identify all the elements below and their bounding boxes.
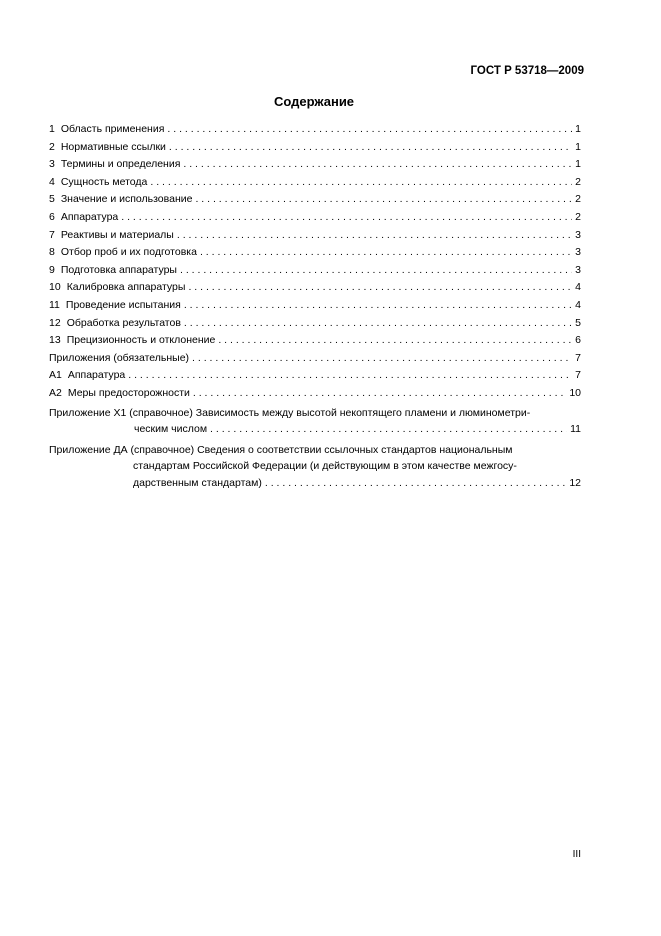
toc-entry-page: 11 bbox=[570, 423, 581, 435]
dot-leader bbox=[180, 262, 572, 280]
toc-entry-appendices[interactable] bbox=[49, 350, 581, 368]
toc-title: Содержание bbox=[273, 94, 355, 109]
toc-entry-title: Сущность метода bbox=[60, 175, 148, 188]
toc-entry-page: 4 bbox=[575, 281, 581, 294]
toc-entry-12[interactable] bbox=[49, 315, 581, 333]
toc-entry-page: 7 bbox=[575, 351, 581, 364]
toc-entry-13[interactable] bbox=[49, 332, 581, 350]
toc-entry-title-line1: Приложение Х1 (справочное) Зависимость между высотой некоптящего пламени и люминометри- bbox=[49, 406, 531, 419]
dot-leader bbox=[188, 279, 572, 297]
toc-entry-number: 5 bbox=[49, 193, 55, 206]
toc-entry-10[interactable] bbox=[49, 279, 581, 297]
toc-entry-page: 3 bbox=[575, 228, 581, 241]
toc-entry-1[interactable] bbox=[49, 121, 581, 139]
toc-entry-number: 7 bbox=[49, 228, 55, 241]
toc-entry-title: Подготовка аппаратуры bbox=[60, 263, 177, 276]
toc-entry-title: Нормативные ссылки bbox=[60, 140, 166, 153]
toc-entry-number: 1 bbox=[49, 123, 55, 135]
dot-leader bbox=[265, 475, 566, 492]
toc-entry-3[interactable] bbox=[49, 156, 581, 174]
toc-entry-title-line3: дарственным стандартам) bbox=[133, 476, 262, 489]
toc-entry-a1[interactable] bbox=[49, 367, 581, 385]
toc-entry-number: 12 bbox=[49, 316, 61, 329]
toc-entry-number: 10 bbox=[49, 281, 61, 294]
toc-entry-number: 13 bbox=[49, 334, 61, 347]
toc-entry-title: Значение и использование bbox=[60, 193, 193, 206]
toc-entry-title: Реактивы и материалы bbox=[60, 228, 174, 241]
dot-leader bbox=[183, 156, 572, 174]
toc-entry-title-line1: Приложение ДА (справочное) Сведения о соответствии ссылочных стандартов национальным bbox=[49, 443, 513, 456]
dot-leader bbox=[150, 174, 572, 192]
toc-entry-title: Область применения bbox=[60, 123, 165, 135]
toc-entry-page: 1 bbox=[575, 158, 581, 171]
toc-entry-number: 9 bbox=[49, 263, 55, 276]
dot-leader bbox=[193, 385, 566, 403]
toc-entry-title: Отбор проб и их подготовка bbox=[60, 246, 197, 259]
toc-entry-page: 3 bbox=[575, 246, 581, 259]
dot-leader bbox=[184, 315, 572, 333]
dot-leader bbox=[167, 121, 572, 139]
dot-leader bbox=[128, 367, 572, 385]
toc-entry-number: 2 bbox=[49, 140, 55, 153]
toc-entry-title-line2: ческим числом bbox=[134, 423, 208, 435]
toc-entry-number: А2 bbox=[49, 386, 62, 399]
toc-entry-number: 4 bbox=[49, 175, 55, 188]
toc-entry-page: 3 bbox=[575, 263, 581, 276]
toc-entry-number: 6 bbox=[49, 210, 55, 223]
dot-leader bbox=[218, 332, 572, 350]
toc-entry-page: 1 bbox=[575, 123, 581, 135]
toc-entry-6[interactable] bbox=[49, 209, 581, 227]
document-code: ГОСТ Р 53718—2009 bbox=[470, 65, 584, 77]
toc-entry-title: Меры предосторожности bbox=[67, 386, 190, 399]
toc-entry-page: 4 bbox=[575, 298, 581, 311]
toc-entry-title: Аппаратура bbox=[60, 210, 119, 223]
toc-entry-page: 6 bbox=[575, 334, 581, 347]
toc-entry-9[interactable] bbox=[49, 262, 581, 280]
toc-entry-title: Проведение испытания bbox=[65, 298, 181, 311]
toc-entry-page: 1 bbox=[575, 140, 581, 153]
toc-entry-appendix-da[interactable] bbox=[49, 442, 581, 492]
toc-entry-page: 2 bbox=[575, 175, 581, 188]
dot-leader bbox=[169, 139, 572, 157]
dot-leader bbox=[177, 227, 572, 245]
toc-entry-page: 10 bbox=[569, 386, 581, 399]
toc-entry-number: 11 bbox=[49, 298, 60, 311]
toc-entry-title: Калибровка аппаратуры bbox=[66, 281, 186, 294]
dot-leader bbox=[200, 244, 572, 262]
dot-leader bbox=[184, 297, 572, 315]
toc-entry-page: 12 bbox=[569, 476, 581, 489]
toc-entry-4[interactable] bbox=[49, 174, 581, 192]
toc-entry-8[interactable] bbox=[49, 244, 581, 262]
toc-entry-title-line2: стандартам Российской Федерации (и действующим в этом качестве межгосу- bbox=[133, 460, 517, 472]
dot-leader bbox=[195, 191, 572, 209]
toc-entry-5[interactable] bbox=[49, 191, 581, 209]
toc-entry-title: Прецизионность и отклонение bbox=[66, 334, 216, 347]
table-of-contents bbox=[49, 121, 581, 491]
toc-entry-7[interactable] bbox=[49, 227, 581, 245]
toc-entry-page: 2 bbox=[575, 193, 581, 206]
toc-entry-11[interactable] bbox=[49, 297, 581, 315]
page-number: III bbox=[572, 849, 581, 860]
toc-entry-title: Аппаратура bbox=[67, 369, 126, 382]
toc-entry-a2[interactable] bbox=[49, 385, 581, 403]
toc-entry-page: 7 bbox=[575, 369, 581, 382]
toc-entry-2[interactable] bbox=[49, 139, 581, 157]
toc-entry-page: 5 bbox=[575, 316, 581, 329]
toc-entry-number: А1 bbox=[49, 369, 62, 382]
toc-entry-number: 3 bbox=[49, 158, 55, 171]
toc-entry-appendix-x1[interactable] bbox=[49, 405, 581, 438]
toc-entry-title: Обработка результатов bbox=[66, 316, 181, 329]
toc-entry-title: Приложения (обязательные) bbox=[49, 351, 190, 364]
dot-leader bbox=[192, 350, 572, 368]
toc-entry-page: 2 bbox=[575, 210, 581, 223]
dot-leader bbox=[210, 421, 567, 438]
toc-entry-title: Термины и определения bbox=[60, 158, 181, 171]
dot-leader bbox=[121, 209, 572, 227]
toc-entry-number: 8 bbox=[49, 246, 55, 259]
